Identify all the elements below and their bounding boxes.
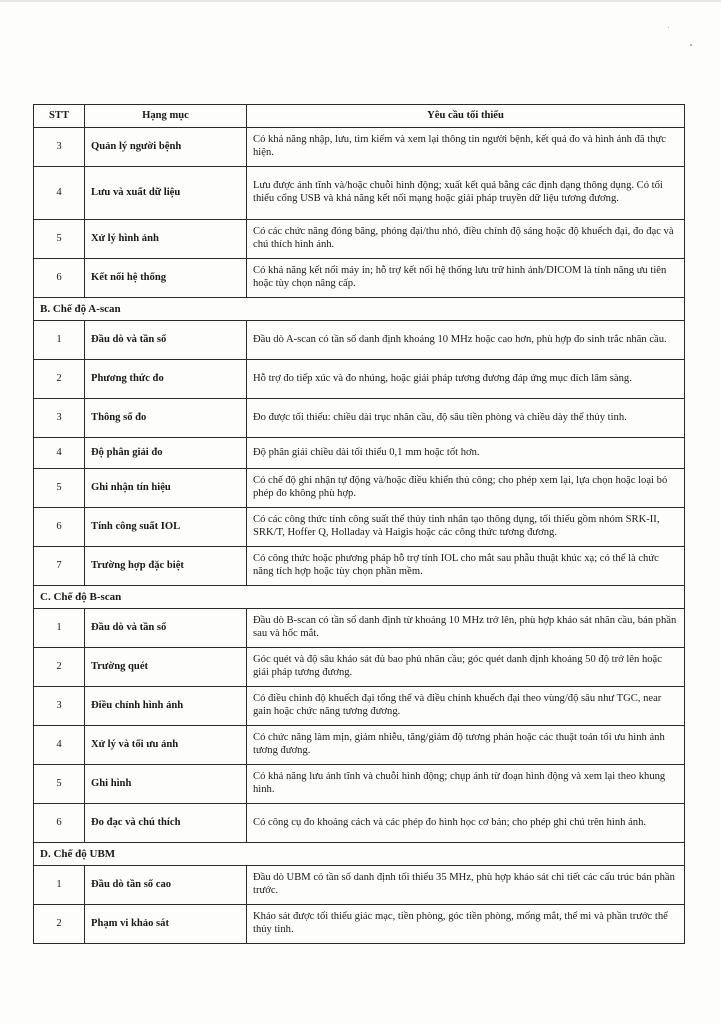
row-requirement: Có công thức hoặc phương pháp hỗ trợ tính IOL cho mắt sau phẫu thuật khúc xạ; có thể là chức năng tích hợp hoặc tùy chọn phần mềm.	[247, 547, 685, 586]
table-row	[34, 259, 685, 298]
section-title: C. Chế độ B-scan	[34, 586, 685, 609]
row-category: Trường hợp đặc biệt	[85, 547, 247, 586]
table-row	[34, 648, 685, 687]
requirements-table	[33, 104, 685, 944]
header-category: Hạng mục	[85, 105, 247, 128]
table-row	[34, 726, 685, 765]
table-row	[34, 360, 685, 399]
row-requirement: Có khả năng kết nối máy in; hỗ trợ kết nối hệ thống lưu trữ hình ảnh/DICOM là tính năng ưu tiên hoặc tùy chọn nâng cấp.	[247, 259, 685, 298]
row-category: Ghi hình	[85, 765, 247, 804]
row-category: Đầu dò và tần số	[85, 609, 247, 648]
scan-artifact	[668, 27, 669, 28]
row-stt: 4	[34, 167, 85, 220]
table-row	[34, 866, 685, 905]
row-stt: 6	[34, 259, 85, 298]
table-row	[34, 321, 685, 360]
row-stt: 3	[34, 399, 85, 438]
row-stt: 1	[34, 609, 85, 648]
row-requirement: Có chế độ ghi nhận tự động và/hoặc điều khiển thủ công; cho phép xem lại, lựa chọn hoặc loại bỏ phép đo không phù hợp.	[247, 469, 685, 508]
row-requirement: Có khả năng nhập, lưu, tìm kiếm và xem lại thông tin người bệnh, kết quả đo và hình ảnh đã thực hiện.	[247, 128, 685, 167]
table-row	[34, 220, 685, 259]
row-category: Xử lý hình ảnh	[85, 220, 247, 259]
row-stt: 6	[34, 508, 85, 547]
row-category: Quản lý người bệnh	[85, 128, 247, 167]
row-category: Phương thức đo	[85, 360, 247, 399]
table-row	[34, 905, 685, 944]
row-category: Xử lý và tối ưu ảnh	[85, 726, 247, 765]
row-category: Lưu và xuất dữ liệu	[85, 167, 247, 220]
header-requirement: Yêu cầu tối thiểu	[247, 105, 685, 128]
section-title: B. Chế độ A-scan	[34, 298, 685, 321]
table-row	[34, 399, 685, 438]
row-requirement: Góc quét và độ sâu khảo sát đủ bao phủ nhãn cầu; góc quét danh định khoảng 50 độ trở lên hoặc giải pháp tương đương.	[247, 648, 685, 687]
row-stt: 5	[34, 765, 85, 804]
table-row	[34, 469, 685, 508]
row-requirement: Có công cụ đo khoảng cách và các phép đo hình học cơ bản; cho phép ghi chú trên hình ảnh.	[247, 804, 685, 843]
row-category: Tính công suất IOL	[85, 508, 247, 547]
row-stt: 7	[34, 547, 85, 586]
section-heading-a-scan	[34, 298, 685, 321]
scan-artifact	[690, 44, 692, 46]
row-stt: 1	[34, 866, 85, 905]
table-row	[34, 765, 685, 804]
row-requirement: Có các công thức tính công suất thể thủy tinh nhân tạo thông dụng, tối thiểu gồm nhóm SRK-II, SRK/T, Hoffer Q, Holladay và Haigis hoặc các công thức tương đương.	[247, 508, 685, 547]
row-stt: 3	[34, 128, 85, 167]
row-requirement: Khảo sát được tối thiểu giác mạc, tiền phòng, góc tiền phòng, mống mắt, thể mi và phần trước thể thủy tinh.	[247, 905, 685, 944]
section-heading-ubm	[34, 843, 685, 866]
table-row	[34, 167, 685, 220]
row-requirement: Có điều chỉnh độ khuếch đại tổng thể và điều chỉnh khuếch đại theo vùng/độ sâu như TGC, near gain hoặc chức năng tương đương.	[247, 687, 685, 726]
row-category: Độ phân giải đo	[85, 438, 247, 469]
row-requirement: Đầu dò A-scan có tần số danh định khoảng 10 MHz hoặc cao hơn, phù hợp đo sinh trắc nhãn cầu.	[247, 321, 685, 360]
table-row	[34, 547, 685, 586]
row-category: Kết nối hệ thống	[85, 259, 247, 298]
table-header-row	[34, 105, 685, 128]
row-stt: 2	[34, 360, 85, 399]
row-stt: 2	[34, 648, 85, 687]
row-stt: 4	[34, 726, 85, 765]
row-category: Đầu dò và tần số	[85, 321, 247, 360]
section-heading-b-scan	[34, 586, 685, 609]
row-category: Thông số đo	[85, 399, 247, 438]
row-category: Điều chỉnh hình ảnh	[85, 687, 247, 726]
table-row	[34, 687, 685, 726]
row-requirement: Đầu dò UBM có tần số danh định tối thiểu 35 MHz, phù hợp khảo sát chi tiết các cấu trúc bán phần trước.	[247, 866, 685, 905]
row-requirement: Lưu được ảnh tĩnh và/hoặc chuỗi hình động; xuất kết quả bằng các định dạng thông dụng. Có tối thiểu cổng USB và khả năng kết nối mạng hoặc giải pháp truyền dữ liệu tương đương.	[247, 167, 685, 220]
row-category: Ghi nhận tín hiệu	[85, 469, 247, 508]
table-row	[34, 609, 685, 648]
row-requirement: Độ phân giải chiều dài tối thiểu 0,1 mm hoặc tốt hơn.	[247, 438, 685, 469]
row-stt: 4	[34, 438, 85, 469]
table-row	[34, 508, 685, 547]
table-row	[34, 128, 685, 167]
row-requirement: Đo được tối thiểu: chiều dài trục nhãn cầu, độ sâu tiền phòng và chiều dày thể thủy tinh.	[247, 399, 685, 438]
row-requirement: Có các chức năng đóng băng, phóng đại/thu nhỏ, điều chỉnh độ sáng hoặc độ khuếch đại, đo đạc và chú thích hình ảnh.	[247, 220, 685, 259]
row-requirement: Có chức năng làm mịn, giảm nhiễu, tăng/giảm độ tương phản hoặc các thuật toán tối ưu hình ảnh tương đương.	[247, 726, 685, 765]
row-requirement: Hỗ trợ đo tiếp xúc và đo nhúng, hoặc giải pháp tương đương đáp ứng mục đích lâm sàng.	[247, 360, 685, 399]
row-category: Trường quét	[85, 648, 247, 687]
table-row	[34, 804, 685, 843]
row-stt: 5	[34, 220, 85, 259]
row-stt: 6	[34, 804, 85, 843]
section-title: D. Chế độ UBM	[34, 843, 685, 866]
row-requirement: Đầu dò B-scan có tần số danh định từ khoảng 10 MHz trở lên, phù hợp khảo sát nhãn cầu, bán phần sau và hốc mắt.	[247, 609, 685, 648]
table-row	[34, 438, 685, 469]
row-category: Phạm vi khảo sát	[85, 905, 247, 944]
scan-artifact	[0, 0, 721, 2]
row-stt: 1	[34, 321, 85, 360]
row-category: Đo đạc và chú thích	[85, 804, 247, 843]
row-stt: 2	[34, 905, 85, 944]
row-category: Đầu dò tần số cao	[85, 866, 247, 905]
row-requirement: Có khả năng lưu ảnh tĩnh và chuỗi hình động; chụp ảnh từ đoạn hình động và xem lại theo khung hình.	[247, 765, 685, 804]
row-stt: 3	[34, 687, 85, 726]
row-stt: 5	[34, 469, 85, 508]
header-stt: STT	[34, 105, 85, 128]
